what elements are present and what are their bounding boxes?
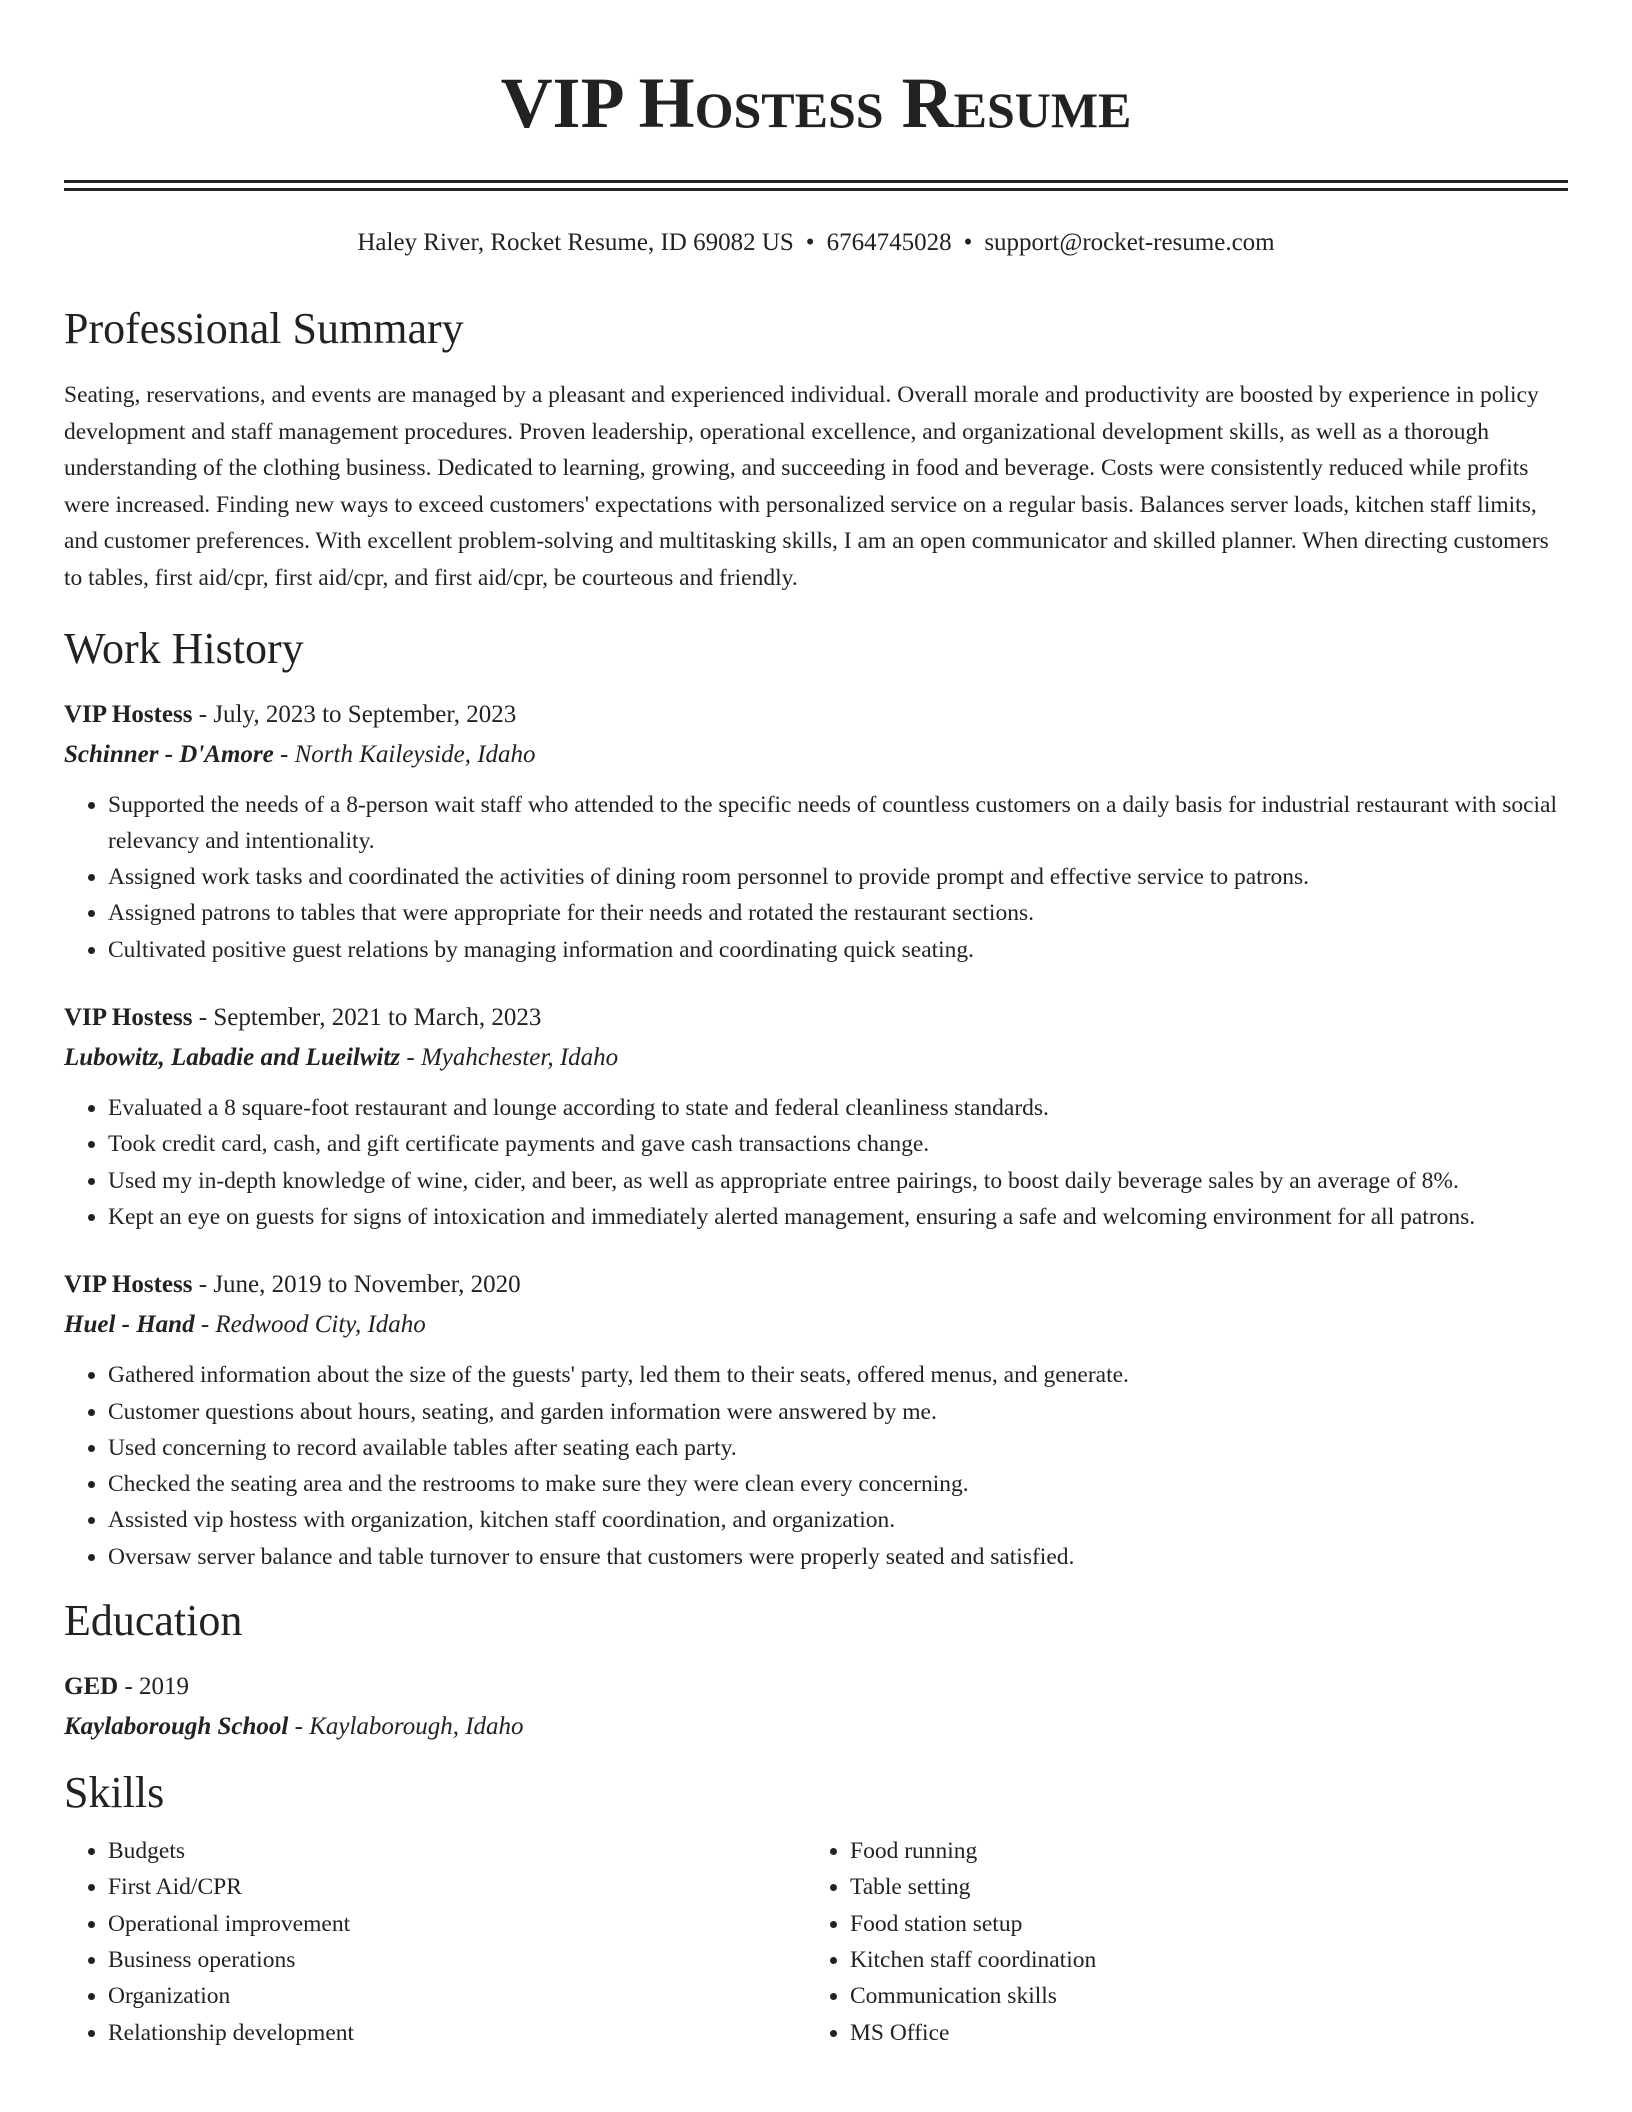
dash: - — [192, 700, 214, 728]
job-title-line — [64, 1000, 1568, 1036]
job-location: Redwood City, Idaho — [215, 1311, 426, 1339]
contact-phone: 6764745028 — [826, 229, 952, 256]
job-dates: July, 2023 to September, 2023 — [213, 700, 517, 728]
job-title: VIP Hostess — [64, 700, 193, 728]
skill-item: • Relationship development — [108, 2015, 806, 2051]
dash: - — [192, 1004, 214, 1032]
job-company: Huel - Hand — [64, 1311, 195, 1339]
skill-item: • Operational improvement — [108, 1906, 806, 1942]
job-entry — [64, 1267, 1568, 1575]
job-bullet: • Kept an eye on guests for signs of intoxication and immediately alerted management, ensuring a safe and welcoming environment for all patrons. — [108, 1199, 1568, 1235]
education-section — [64, 1595, 1568, 1745]
job-title-line — [64, 697, 1568, 733]
contact-address: Haley River, Rocket Resume, ID 69082 US — [357, 229, 794, 256]
job-bullet-list — [64, 1090, 1568, 1235]
job-bullet: • Supported the needs of a 8-person wait staff who attended to the specific needs of countless customers on a daily basis for industrial restaurant with social relevancy and intentionality. — [108, 787, 1568, 860]
job-title-line — [64, 1267, 1568, 1303]
job-bullet: • Took credit card, cash, and gift certificate payments and gave cash transactions change. — [108, 1126, 1568, 1162]
skill-item: • MS Office — [850, 2015, 1548, 2051]
section-heading-education: Education — [64, 1596, 243, 1646]
job-company: Lubowitz, Labadie and Lueilwitz — [64, 1044, 401, 1072]
job-bullet: • Evaluated a 8 square-foot restaurant and lounge according to state and federal cleanliness standards. — [108, 1090, 1568, 1126]
education-year: 2019 — [139, 1673, 190, 1701]
skill-item: • Table setting — [850, 1869, 1548, 1905]
job-company-line — [64, 1307, 1568, 1343]
education-location: Kaylaborough, Idaho — [309, 1713, 524, 1741]
section-heading-summary: Professional Summary — [64, 304, 464, 353]
job-bullet: • Assigned patrons to tables that were appropriate for their needs and rotated the restaurant sections. — [108, 895, 1568, 931]
job-bullet-list — [64, 1357, 1568, 1575]
skills-list-right — [806, 1833, 1548, 2051]
professional-summary-section — [64, 303, 1568, 597]
job-company-line — [64, 1040, 1568, 1076]
skill-item: • Budgets — [108, 1833, 806, 1869]
job-bullet: • Assisted vip hostess with organization, kitchen staff coordination, and organization. — [108, 1502, 1568, 1538]
job-dates: June, 2019 to November, 2020 — [213, 1271, 521, 1299]
job-bullet: • Used my in-depth knowledge of wine, cider, and beer, as well as appropriate entree pairings, to boost daily beverage sales by an average of 8%. — [108, 1163, 1568, 1199]
skills-list-left — [64, 1833, 806, 2051]
skills-grid — [64, 1833, 1568, 2051]
job-company: Schinner - D'Amore — [64, 740, 274, 768]
summary-text: Seating, reservations, and events are managed by a pleasant and experienced individual. Overall morale and productivity are boosted by experience in policy development and staff management procedures. Proven leadership, operational excellence, and organizational development skills, as well as a thorough understanding of the clothing business. Dedicated to learning, growing, and succeeding in food and beverage. Costs were consistently reduced while profits were increased. Finding new ways to exceed customers' expectations with personalized service on a regular basis. Balances server loads, kitchen staff limits, and customer preferences. With excellent problem-solving and multitasking skills, I am an open communicator and skilled planner. When directing customers to tables, first aid/cpr, first aid/cpr, and first aid/cpr, be courteous and friendly. — [64, 382, 1549, 591]
contact-separator: • — [963, 229, 973, 256]
contact-line — [64, 227, 1568, 259]
title-double-rule — [64, 180, 1568, 191]
dash: - — [288, 1713, 310, 1741]
contact-separator: • — [805, 229, 815, 256]
job-company-line — [64, 737, 1568, 773]
dash: - — [192, 1271, 214, 1299]
section-heading-skills: Skills — [64, 1768, 165, 1818]
job-bullet: • Customer questions about hours, seating, and garden information were answered by me. — [108, 1394, 1568, 1430]
dash: - — [194, 1311, 216, 1339]
dash: - — [273, 740, 295, 768]
job-bullet-list — [64, 787, 1568, 968]
job-bullet: • Used concerning to record available tables after seating each party. — [108, 1430, 1568, 1466]
job-dates: September, 2021 to March, 2023 — [213, 1004, 542, 1032]
education-school-line — [64, 1709, 1568, 1745]
job-bullet: • Cultivated positive guest relations by managing information and coordinating quick seating. — [108, 932, 1568, 968]
job-title: VIP Hostess — [64, 1004, 193, 1032]
education-degree-line — [64, 1669, 1568, 1705]
skill-item: • Kitchen staff coordination — [850, 1942, 1548, 1978]
skill-item: • Food running — [850, 1833, 1548, 1869]
skill-item: • Food station setup — [850, 1906, 1548, 1942]
job-bullet: • Gathered information about the size of the guests' party, led them to their seats, offered menus, and generate. — [108, 1357, 1568, 1393]
work-history-section — [64, 623, 1568, 1575]
dash: - — [400, 1044, 421, 1072]
education-degree: GED — [64, 1673, 119, 1701]
dash: - — [118, 1673, 140, 1701]
skill-item: • First Aid/CPR — [108, 1869, 806, 1905]
job-title: VIP Hostess — [64, 1271, 193, 1299]
job-bullet: • Checked the seating area and the restrooms to make sure they were clean every concerning. — [108, 1466, 1568, 1502]
job-bullet: • Assigned work tasks and coordinated the activities of dining room personnel to provide prompt and effective service to patrons. — [108, 859, 1568, 895]
skill-item: • Communication skills — [850, 1978, 1548, 2014]
job-location: North Kaileyside, Idaho — [294, 740, 536, 768]
job-entry — [64, 1000, 1568, 1235]
skill-item: • Business operations — [108, 1942, 806, 1978]
job-entry — [64, 697, 1568, 968]
skill-item: • Organization — [108, 1978, 806, 2014]
job-bullet: • Oversaw server balance and table turnover to ensure that customers were properly seated and satisfied. — [108, 1539, 1568, 1575]
section-heading-work: Work History — [64, 623, 304, 673]
education-school: Kaylaborough School — [64, 1713, 289, 1741]
page-title: VIP Hostess Resume — [500, 63, 1132, 143]
job-location: Myahchester, Idaho — [420, 1044, 619, 1072]
contact-email: support@rocket-resume.com — [984, 229, 1275, 256]
skills-section — [64, 1767, 1568, 2051]
